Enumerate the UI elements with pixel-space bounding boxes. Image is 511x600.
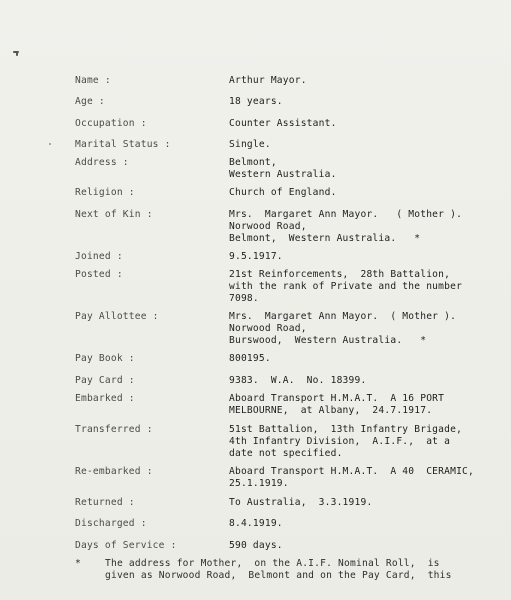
field-value: 51st Battalion, 13th Infantry Brigade, 4th Infantry Division, A.I.F., at a date not specified. [229, 424, 463, 459]
field-label: Joined : [75, 251, 123, 262]
field-label: Discharged : [75, 518, 147, 529]
footnote-asterisk: * [75, 558, 81, 569]
field-value: To Australia, 3.3.1919. [229, 497, 373, 508]
field-label: Name : [75, 75, 111, 86]
field-label: Religion : [75, 187, 135, 198]
footnote-text: The address for Mother, on the A.I.F. Nominal Roll, is given as Norwood Road, Belmont and on the Pay Card, this [105, 558, 452, 581]
field-value: Mrs. Margaret Ann Mayor. ( Mother ). Norwood Road, Burswood, Western Australia. * [229, 311, 457, 346]
field-value: 9.5.1917. [229, 251, 283, 262]
field-value: 590 days. [229, 540, 283, 551]
field-label: Posted : [75, 269, 123, 280]
field-label: Embarked : [75, 393, 135, 404]
field-value: Church of England. [229, 187, 337, 198]
field-label: Next of Kin : [75, 209, 153, 220]
field-label: Age : [75, 96, 105, 107]
field-label: Re-embarked : [75, 466, 153, 477]
field-label: Occupation : [75, 118, 147, 129]
field-value: Single. [229, 139, 271, 150]
field-value: 8.4.1919. [229, 518, 283, 529]
field-value: Counter Assistant. [229, 118, 337, 129]
field-label: Returned : [75, 497, 135, 508]
field-label: Pay Allottee : [75, 311, 159, 322]
field-value: Arthur Mayor. [229, 75, 307, 86]
field-value: Aboard Transport H.M.A.T. A 16 PORT MELBOURNE, at Albany, 24.7.1917. [229, 393, 445, 416]
field-label: Transferred : [75, 424, 153, 435]
field-label: Marital Status : [75, 139, 171, 150]
field-label: Pay Card : [75, 375, 135, 386]
scan-mark [49, 143, 51, 145]
field-label: Address : [75, 157, 129, 168]
field-value: 21st Reinforcements, 28th Battalion, with the rank of Private and the number 7098. [229, 269, 463, 304]
field-value: 800195. [229, 353, 271, 364]
field-value: Mrs. Margaret Ann Mayor. ( Mother ). Norwood Road, Belmont, Western Australia. * [229, 209, 463, 244]
field-value: Aboard Transport H.M.A.T. A 40 CERAMIC, 25.1.1919. [229, 466, 475, 489]
field-value: 18 years. [229, 96, 283, 107]
field-label: Pay Book : [75, 353, 135, 364]
field-value: Belmont, Western Australia. [229, 157, 337, 180]
scan-mark [16, 52, 18, 56]
field-value: 9383. W.A. No. 18399. [229, 375, 367, 386]
field-label: Days of Service : [75, 540, 177, 551]
